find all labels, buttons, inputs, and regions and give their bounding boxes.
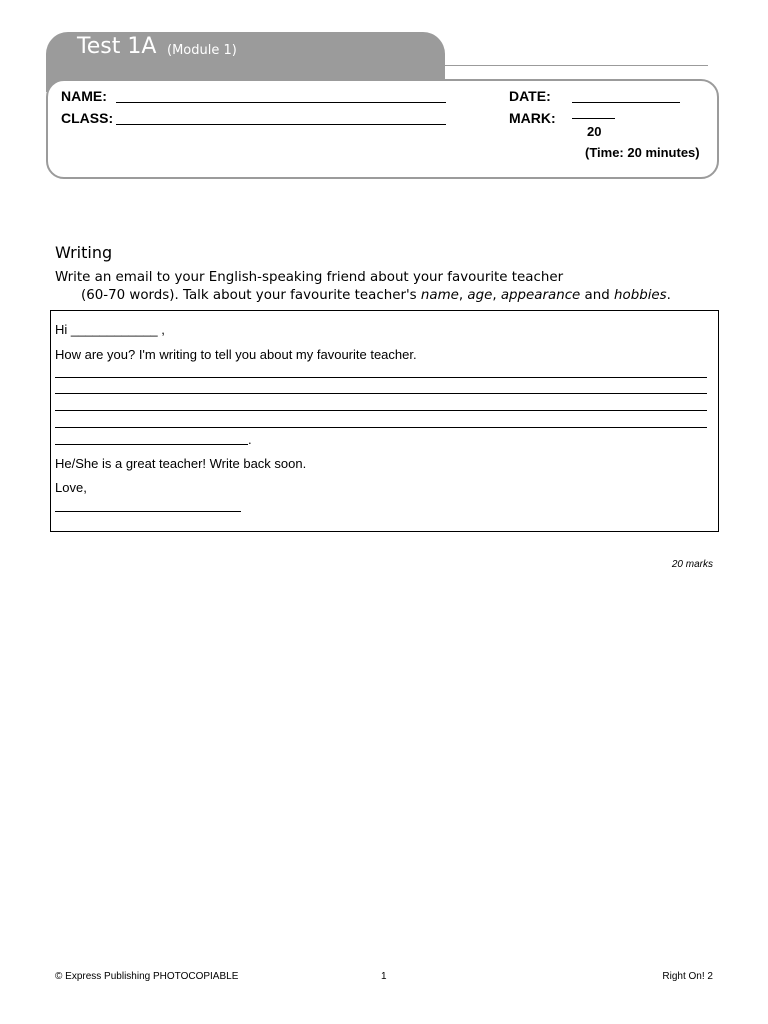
mark-field[interactable] bbox=[572, 118, 615, 119]
header-rule bbox=[444, 65, 708, 66]
instruction-end: . bbox=[666, 288, 671, 303]
writing-box bbox=[50, 310, 719, 532]
writing-line-2[interactable] bbox=[55, 393, 707, 394]
mark-total: 20 bbox=[587, 124, 602, 139]
instruction-line-2 bbox=[81, 288, 671, 303]
keyword-appearance: appearance bbox=[500, 288, 581, 303]
name-label: NAME: bbox=[61, 88, 107, 104]
footer-book-title: Right On! 2 bbox=[662, 971, 713, 982]
writing-line-5[interactable] bbox=[55, 444, 248, 445]
student-info-box bbox=[46, 79, 719, 179]
writing-line-3[interactable] bbox=[55, 410, 707, 411]
date-field[interactable] bbox=[572, 102, 680, 103]
email-signoff: Love, bbox=[55, 480, 87, 495]
email-closing: He/She is a great teacher! Write back soon. bbox=[55, 456, 307, 471]
marks-note: 20 marks bbox=[671, 559, 713, 570]
instruction-sep: , bbox=[458, 288, 468, 303]
page-number: 1 bbox=[381, 971, 387, 982]
class-field[interactable] bbox=[116, 124, 446, 125]
date-label: DATE: bbox=[509, 88, 551, 104]
email-greeting: Hi ____________ , bbox=[55, 322, 165, 337]
instruction-sep: and bbox=[580, 288, 615, 303]
test-title: Test 1A bbox=[77, 34, 157, 59]
instruction-text: (60-70 words). Talk about your favourite teacher's bbox=[81, 288, 421, 303]
section-title: Writing bbox=[55, 243, 113, 262]
instruction-line-1: Write an email to your English-speaking friend about your favourite teacher bbox=[55, 270, 564, 285]
writing-line-1[interactable] bbox=[55, 377, 707, 378]
line-end-period: . bbox=[248, 432, 252, 447]
instruction-sep: , bbox=[492, 288, 501, 303]
time-note: (Time: 20 minutes) bbox=[585, 145, 700, 160]
writing-line-4[interactable] bbox=[55, 427, 707, 428]
keyword-hobbies: hobbies bbox=[614, 288, 667, 303]
footer-copyright: © Express Publishing PHOTOCOPIABLE bbox=[55, 971, 239, 982]
keyword-age: age bbox=[467, 288, 493, 303]
signature-line[interactable] bbox=[55, 511, 241, 512]
email-opening: How are you? I'm writing to tell you about my favourite teacher. bbox=[55, 347, 417, 362]
class-label: CLASS: bbox=[61, 110, 114, 126]
keyword-name: name bbox=[420, 288, 459, 303]
name-field[interactable] bbox=[116, 102, 446, 103]
test-module: (Module 1) bbox=[167, 43, 237, 58]
mark-label: MARK: bbox=[509, 110, 556, 126]
